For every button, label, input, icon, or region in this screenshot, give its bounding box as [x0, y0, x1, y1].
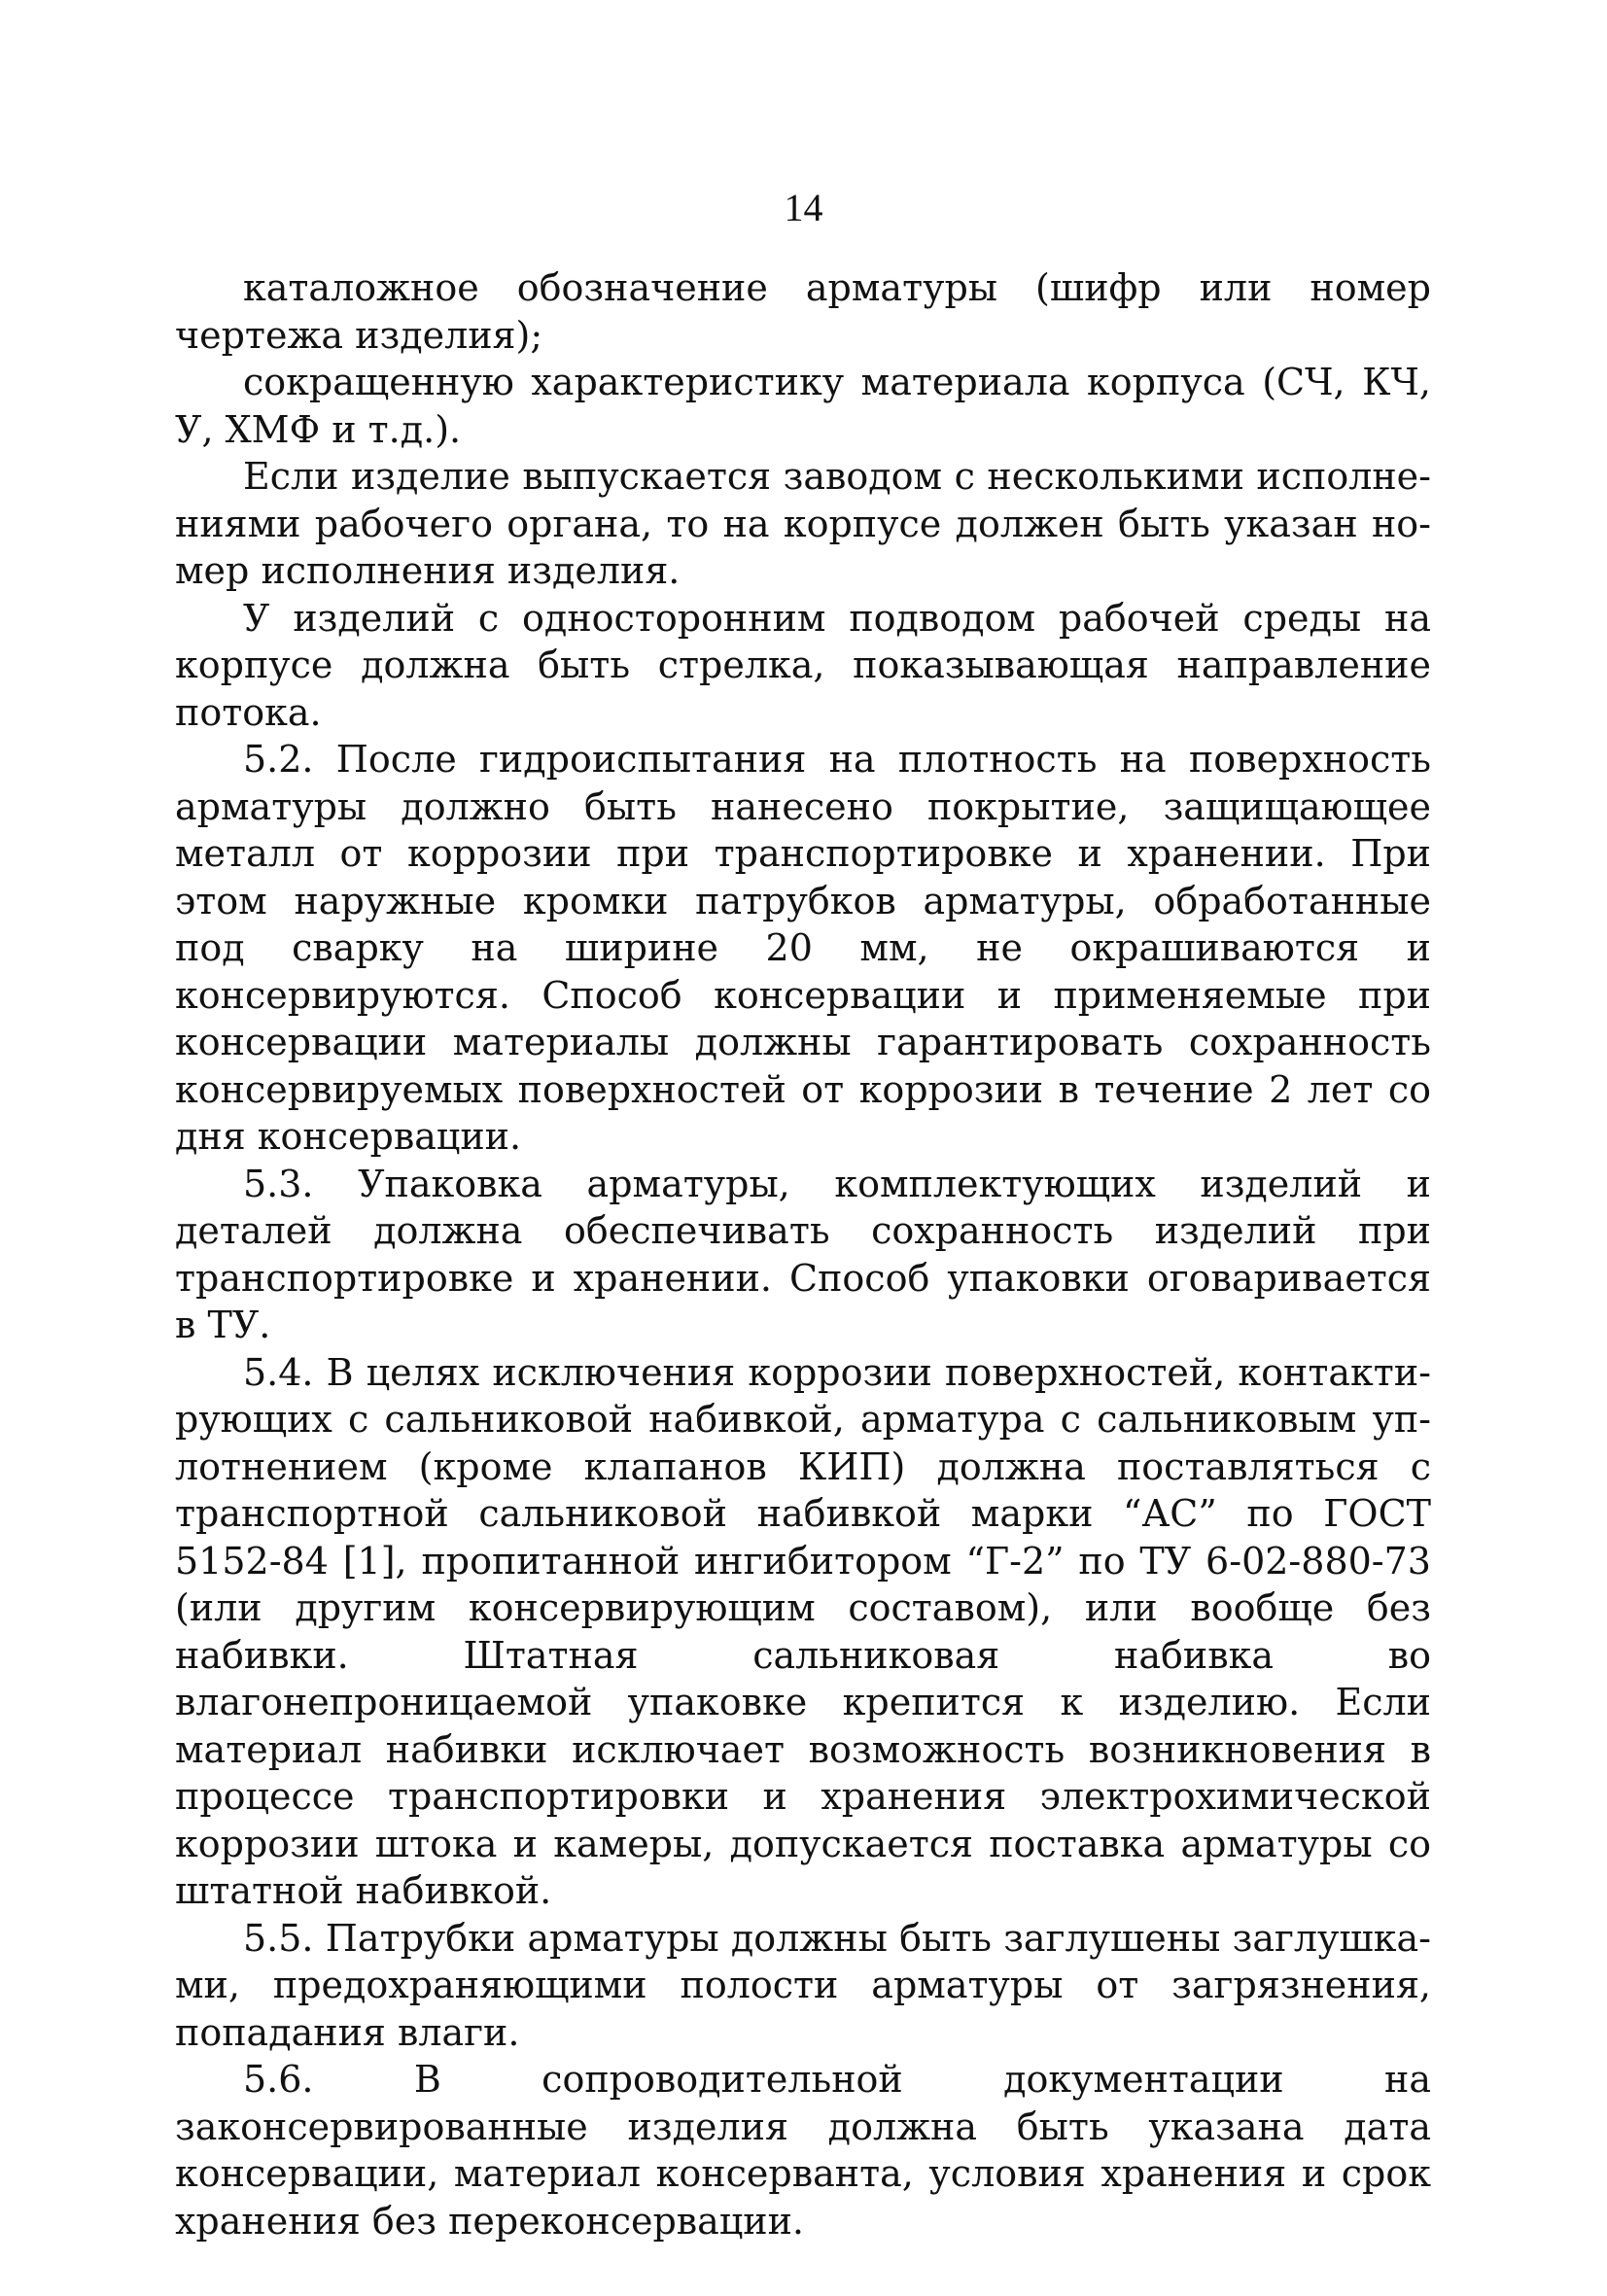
paragraph-section-5-6: 5.6. В сопроводительной документации на законсервированные изделия должна быть указана дата консервации, материал консерванта, условия хранения и срок хранения без переконсервации. [175, 2058, 1431, 2243]
paragraph-flow-arrow: У изделий с односторонним подводом рабочей среды на корпусе должна быть стрелка, показывающая направление потока. [175, 596, 1431, 734]
paragraph-section-5-2: 5.2. После гидроиспытания на плотность на поверхность арматуры должно быть нанесено покрытие, защищающее металл от коррозии при транспортировке и хранении. При этом наружные кромки патрубков арматуры, обработанные под сварку на ширине 20 мм, не окрашиваются и консервируются. Способ консервации и применяемые при консервации материалы должны гарантировать сохранность консервируемых поверхностей от коррозии в течение 2 лет со дня консервации. [175, 738, 1431, 1158]
paragraph-section-5-3: 5.3. Упаковка арматуры, комплектующих изделий и деталей должна обеспечивать сохранность изделий при транспортировке и хранении. Способ упаковки оговаривается в ТУ. [175, 1162, 1431, 1346]
paragraph-execution-number: Если изделие выпускается заводом с несколькими исполнениями рабочего органа, то на корпусе должен быть указан номер исполнения изделия. [175, 455, 1431, 592]
paragraph-section-5-4: 5.4. В целях исключения коррозии поверхностей, контактирующих с сальниковой набивкой, арматура с сальниковым уплотнением (кроме клапанов КИП) должна поставляться с транспортной сальниковой набивкой марки “АС” по ГОСТ 5152-84 [1], пропитанной ингибитором “Г-2” по ТУ 6-02-880-73 (или другим консервирующим составом), или вообще без набивки. Штатная сальниковая набивка во влагонепроницаемой упаковке крепится к изделию. Если материал набивки исключает возможность возникновения в процессе транспортировки и хранения электрохимической коррозии штока и камеры, допускается поставка арматуры со штатной набивкой. [175, 1350, 1431, 1912]
page-number: 14 [784, 186, 823, 229]
body-text [175, 264, 1431, 2244]
paragraph-section-5-5: 5.5. Патрубки арматуры должны быть заглушены заглушками, предохраняющими полости арматуры от загрязнения, попадания влаги. [175, 1916, 1431, 2054]
paragraph-body-material: сокращенную характеристику материала корпуса (СЧ, КЧ, У, ХМФ и т.д.). [175, 361, 1431, 451]
paragraph-catalog-designation: каталожное обозначение арматуры (шифр или номер чертежа изделия); [175, 266, 1431, 357]
